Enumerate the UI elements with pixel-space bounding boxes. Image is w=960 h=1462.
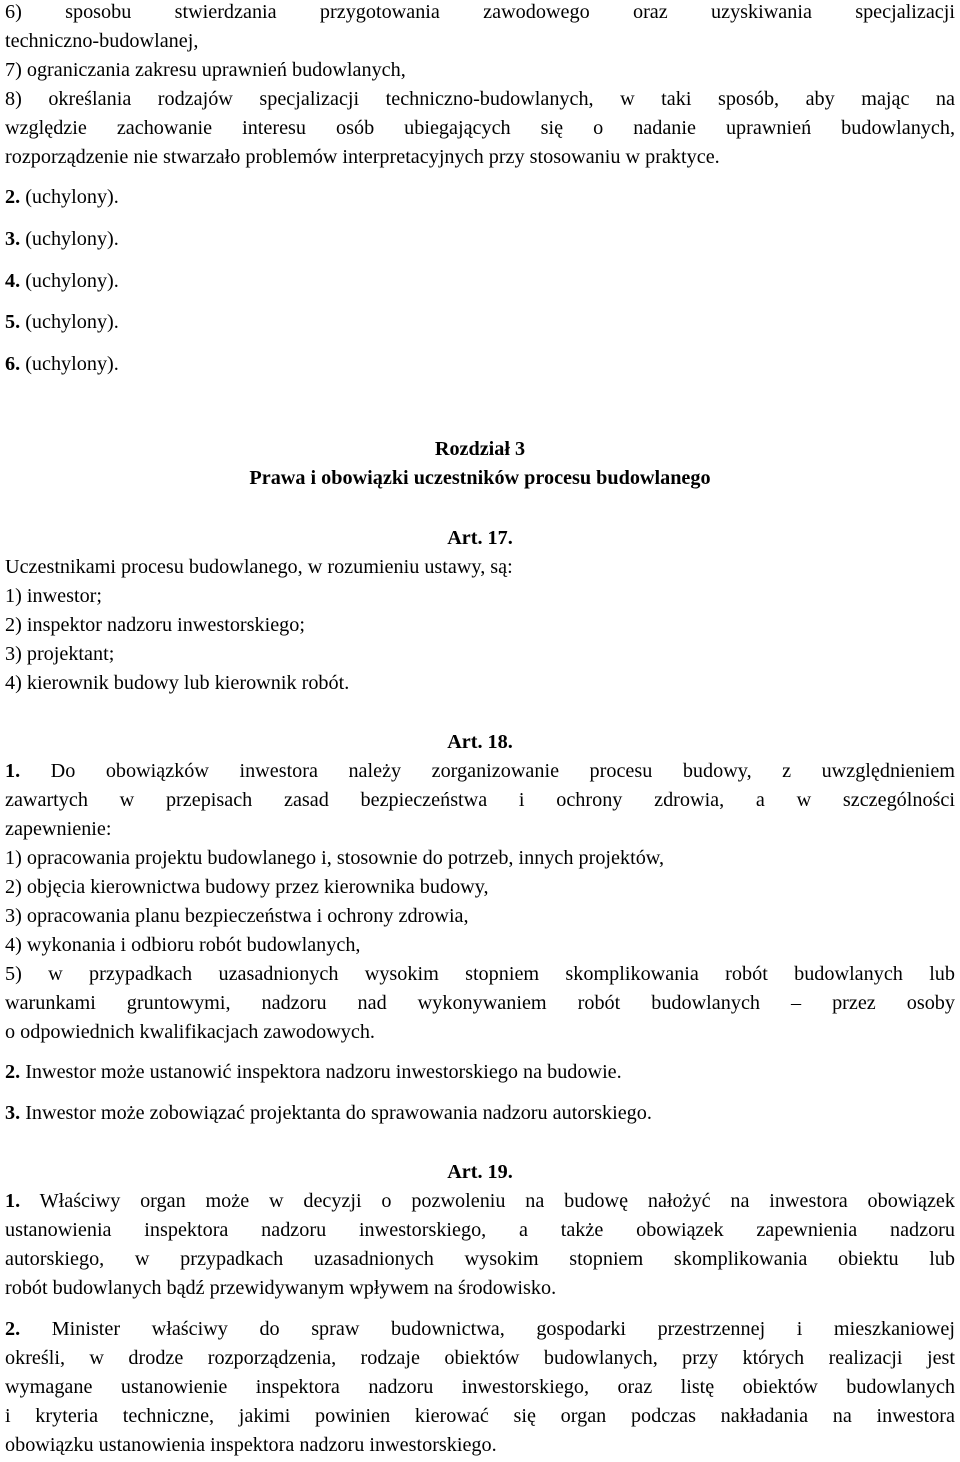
art17-line: Uczestnikami procesu budowlanego, w rozumieniu ustawy, są: <box>5 556 513 578</box>
art19-p2-line <box>5 1317 955 1346</box>
intro-line: 8) określania rodzajów specjalizacji techniczno-budowlanych, w taki sposób, aby mając na <box>5 88 955 110</box>
paragraph-text: Inwestor może ustanowić inspektora nadzoru inwestorskiego na budowie. <box>20 1061 622 1083</box>
art18-p1-line <box>5 759 955 788</box>
repealed-number: 4. <box>5 270 21 292</box>
art19-p1-line: ustanowienia inspektora nadzoru inwestorskiego, a także obowiązek zapewnienia nadzoru <box>5 1219 955 1241</box>
paragraph-number: 2. <box>5 1061 21 1083</box>
repealed-item <box>5 185 955 214</box>
chapter-subtitle: Prawa i obowiązki uczestników procesu budowlanego <box>249 467 711 489</box>
art19-p2-line: wymagane ustanowienie inspektora nadzoru inwestorskiego, oraz listę obiektów budowlanych <box>5 1376 955 1398</box>
art18-p1-line: zawartych w przepisach zasad bezpieczeństwa i ochrony zdrowia, a w szczególności <box>5 789 955 811</box>
paragraph-number: 3. <box>5 1102 21 1124</box>
art18-p1-line: zapewnienie: <box>5 818 112 840</box>
intro-line: 7) ograniczania zakresu uprawnień budowlanych, <box>5 59 406 81</box>
repealed-number: 6. <box>5 353 21 375</box>
repealed-item <box>5 352 955 381</box>
art18-p1-line: 3) opracowania planu bezpieczeństwa i ochrony zdrowia, <box>5 905 469 927</box>
article-heading: Art. 18. <box>447 731 513 753</box>
art19-p1-line <box>5 1189 955 1218</box>
repealed-item <box>5 227 955 256</box>
paragraph-number: 2. <box>5 1318 21 1340</box>
paragraph-text: Minister właściwy do spraw budownictwa, gospodarki przestrzennej i mieszkaniowej <box>20 1318 955 1340</box>
article-heading: Art. 19. <box>447 1161 513 1183</box>
art17-line: 1) inwestor; <box>5 585 102 607</box>
repealed-item <box>5 310 955 339</box>
repealed-text: (uchylony). <box>20 311 119 333</box>
art18-p1-line: o odpowiednich kwalifikacjach zawodowych. <box>5 1021 375 1043</box>
intro-line: względzie zachowanie interesu osób ubiegających się o nadanie uprawnień budowlanych, <box>5 117 955 139</box>
art18-p1-line: 1) opracowania projektu budowlanego i, stosownie do potrzeb, innych projektów, <box>5 847 665 869</box>
art18-p1-line: 2) objęcia kierownictwa budowy przez kierownika budowy, <box>5 876 489 898</box>
repealed-item <box>5 269 955 298</box>
repealed-number: 3. <box>5 228 21 250</box>
paragraph-text: Właściwy organ może w decyzji o pozwoleniu na budowę nałożyć na inwestora obowiązek <box>20 1190 955 1212</box>
art18-p1-line: warunkami gruntowymi, nadzoru nad wykonywaniem robót budowlanych – przez osoby <box>5 992 955 1014</box>
repealed-text: (uchylony). <box>20 270 119 292</box>
art18-p3 <box>5 1101 955 1130</box>
repealed-number: 2. <box>5 186 21 208</box>
art17-line: 3) projektant; <box>5 643 115 665</box>
article-heading: Art. 17. <box>447 527 513 549</box>
paragraph-number: 1. <box>5 760 21 782</box>
art17-line: 2) inspektor nadzoru inwestorskiego; <box>5 614 305 636</box>
intro-line: 6) sposobu stwierdzania przygotowania zawodowego oraz uzyskiwania specjalizacji <box>5 1 955 23</box>
art17-line: 4) kierownik budowy lub kierownik robót. <box>5 672 350 694</box>
repealed-number: 5. <box>5 311 21 333</box>
paragraph-number: 1. <box>5 1190 21 1212</box>
paragraph-text: Inwestor może zobowiązać projektanta do sprawowania nadzoru autorskiego. <box>20 1102 652 1124</box>
art19-p1-line: autorskiego, w przypadkach uzasadnionych wysokim stopniem skomplikowania obiektu lub <box>5 1248 955 1270</box>
art18-p1-line: 4) wykonania i odbioru robót budowlanych, <box>5 934 361 956</box>
art18-p1-line: 5) w przypadkach uzasadnionych wysokim stopniem skomplikowania robót budowlanych lub <box>5 963 955 985</box>
repealed-text: (uchylony). <box>20 353 119 375</box>
art19-p2-line: obowiązku ustanowienia inspektora nadzoru inwestorskiego. <box>5 1434 497 1456</box>
intro-line: rozporządzenie nie stwarzało problemów interpretacyjnych przy stosowaniu w praktyce. <box>5 146 720 168</box>
art19-p1-line: robót budowlanych bądź przewidywanym wpływem na środowisko. <box>5 1277 557 1299</box>
intro-line: techniczno-budowlanej, <box>5 30 199 52</box>
chapter-title: Rozdział 3 <box>434 438 526 460</box>
art19-p2-line: określi, w drodze rozporządzenia, rodzaje obiektów budowlanych, przy których realizacji jest <box>5 1347 955 1369</box>
art19-p2-line: i kryteria techniczne, jakimi powinien kierować się organ podczas nakładania na inwestora <box>5 1405 955 1427</box>
art18-p2 <box>5 1060 955 1089</box>
repealed-text: (uchylony). <box>20 228 119 250</box>
repealed-text: (uchylony). <box>20 186 119 208</box>
paragraph-text: Do obowiązków inwestora należy zorganizowanie procesu budowy, z uwzględnieniem <box>20 760 955 782</box>
